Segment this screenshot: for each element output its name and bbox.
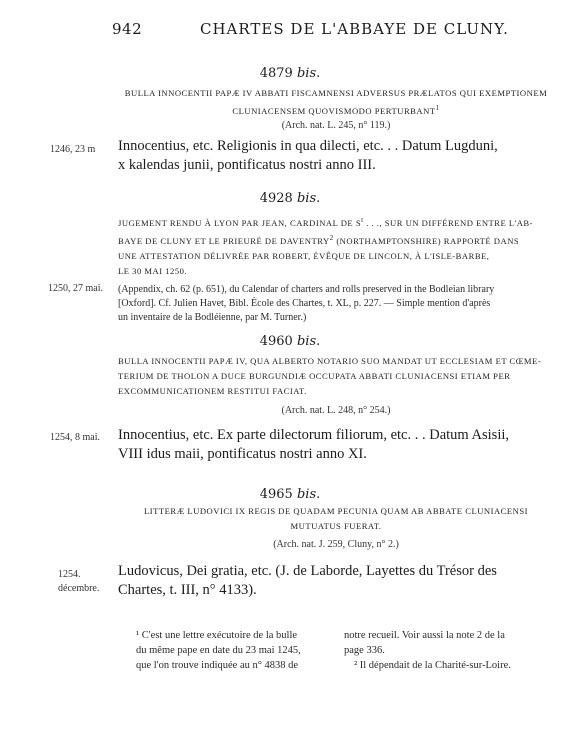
page-number: 942 <box>112 20 143 38</box>
entry-title: JUGEMENT RENDU À LYON PAR JEAN, CARDINAL DE $S^t$ . . ., SUR UN DIFFÉREND ENTRE L'AB- BAYE DE CLUNY ET LE PRIEURÉ DE DAVENTRY$^2$ (NORTHAMPTONSHIRE) RAPPORTÉ DANS UNE ATTESTATION DÉLIVRÉE PAR ROBERT, ÉVÊQUE DE LINCOLN, À L'ISLE-BARBE, LE 30 MAI 1250. <box>118 216 534 276</box>
archive-reference: (Arch. nat. L. 245, n° 119.) <box>281 120 391 131</box>
entry-date: 1254. décembre. <box>58 569 100 594</box>
entry-date: 1250, 27 mai. <box>48 283 103 294</box>
entry-title: BULLA INNOCENTII PAPÆ IV, QUA ALBERTO NOTARIO SUO MANDAT UT ECCLESIAM ET CŒME- TERIUM DE THOLON A DUCE BURGUNDIÆ OCCUPATA ABBATI CLUNIACENSI ETIAM PER EXCOMMUNICATIONEM RESTITUI FACIAT. <box>118 356 542 396</box>
footnotes-left: ¹ C'est une lettre exécutoire de la bulle du même pape en date du 23 mai 1245, que l'on trouve indiquée au n° 4838 de <box>136 630 301 671</box>
entry-title: BULLA INNOCENTII PAPÆ IV ABBATI FISCAMNENSI ADVERSUS PRÆLATOS QUI EXEMPTIONEM CLUNIACENSEM QUOVISMODO PERTURBANT$^1$ <box>124 88 548 116</box>
entry-date: 1254, 8 mai. <box>50 432 100 443</box>
archive-reference: (Arch. nat. J. 259, Cluny, n° 2.) <box>273 539 399 550</box>
footnotes-right: notre recueil. Voir aussi la note 2 de la page 336. ² Il dépendait de la Charité-sur-Loire. <box>344 630 511 671</box>
entry-number: 4965 bis. <box>259 487 321 502</box>
entry-number: 4928 bis. <box>259 191 321 206</box>
entry-text: Innocentius, etc. Ex parte dilectorum filiorum, etc. . . Datum Asisii, VIII idus maii, pontificatus nostri anno XI. <box>118 427 510 462</box>
entry-title: LITTERÆ LUDOVICI IX REGIS DE QUADAM PECUNIA QUAM AB ABBATE CLUNIACENSI MUTUATUS FUERAT. <box>144 506 528 531</box>
entry-citation: (Appendix, ch. 62 (p. 651), du Calendar of charters and rolls preserved in the Bodleian library [Oxford]. Cf. Julien Havet, Bibl. École des Chartes, t. XL, p. 227. — Simple mention d'après un inventaire de la Bodléienne, par M. Turner.) <box>118 284 495 323</box>
entry-text: Ludovicus, Dei gratia, etc. (J. de Laborde, Layettes du Trésor des Chartes, t. III, n° 4133). <box>118 563 497 598</box>
entry-number: 4960 bis. <box>259 334 321 349</box>
entry-number: 4879 bis. <box>259 66 321 81</box>
running-title: CHARTES DE L'ABBAYE DE CLUNY. <box>200 20 509 38</box>
entry-text: Innocentius, etc. Religionis in qua dilecti, etc. . . Datum Lugduni, x kalendas junii, pontificatus nostri anno III. <box>118 138 498 173</box>
entry-date: 1246, 23 m <box>50 144 96 155</box>
archive-reference: (Arch. nat. L. 248, n° 254.) <box>281 405 391 416</box>
